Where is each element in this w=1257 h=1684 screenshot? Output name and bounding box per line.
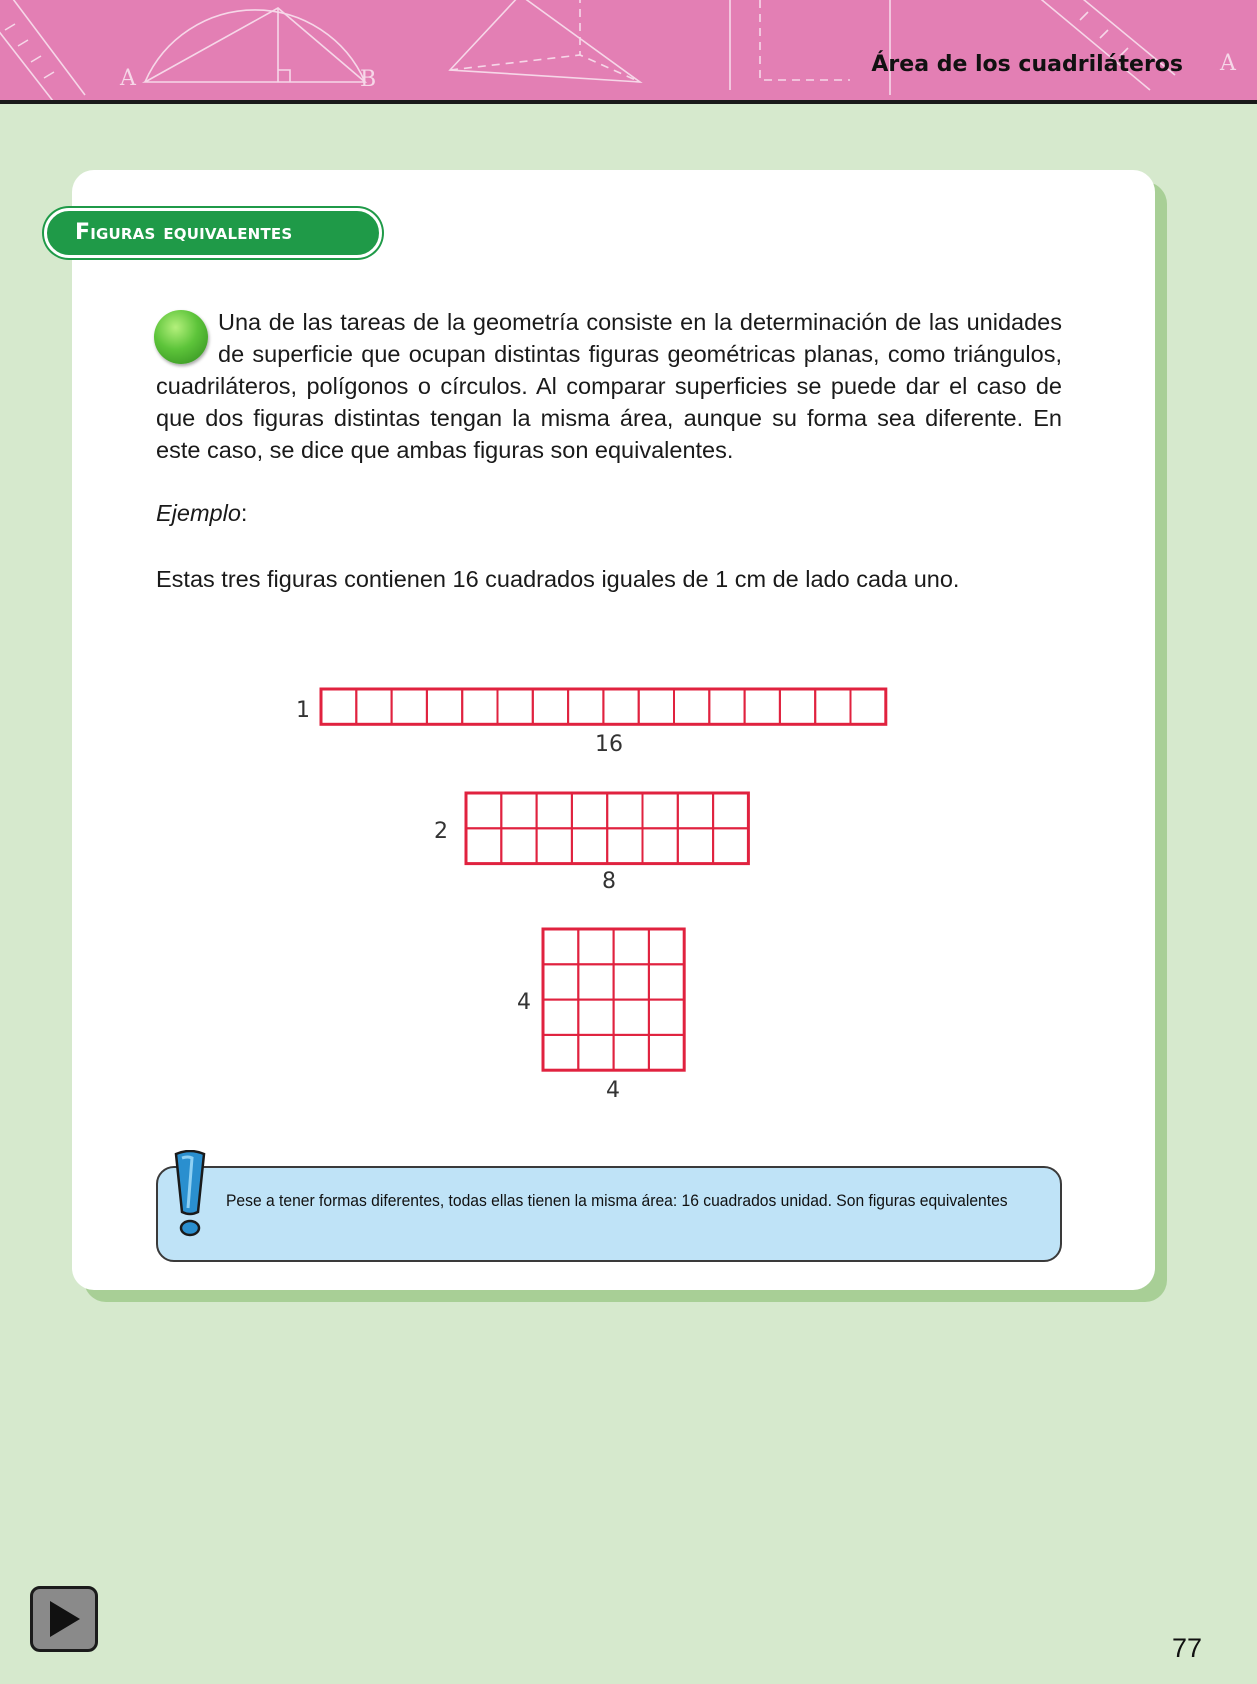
- svg-text:A: A: [120, 66, 136, 91]
- note-text: Pese a tener formas diferentes, todas ellas tienen la misma área: 16 cuadrados unidad. Son figuras equivalentes: [226, 1191, 1008, 1210]
- section-title: Figuras equivalentes: [44, 208, 382, 258]
- geometry-sketch-background: [0, 0, 1257, 100]
- intro-paragraph: Una de las tareas de la geometría consiste en la determinación de las unidades de superficie que ocupan distintas figuras geométricas planas, como triángulos, cuadriláteros, polígonos o círculos. Al comparar superficies se puede dar el caso de que dos figuras distintas tengan la misma área, aunque su forma sea diferente. En este caso, se dice que ambas figuras son equivalentes.: [156, 309, 1062, 463]
- height-label-4: 4: [517, 990, 531, 1015]
- svg-text:A: A: [1220, 51, 1236, 76]
- svg-text:B: B: [360, 67, 377, 92]
- chapter-title: Área de los cuadriláteros: [871, 52, 1183, 77]
- height-label-1: 1: [296, 698, 310, 723]
- height-label-2: 2: [434, 819, 448, 844]
- width-label-4: 4: [606, 1078, 620, 1103]
- page-header: [0, 0, 1257, 104]
- width-label-8: 8: [602, 869, 616, 894]
- example-label-text: Ejemplo: [156, 500, 241, 526]
- example-label-colon: :: [240, 500, 248, 526]
- exclamation-icon: [170, 1150, 210, 1240]
- play-icon: [33, 1589, 95, 1649]
- play-button[interactable]: [30, 1586, 98, 1652]
- width-label-16: 16: [595, 732, 623, 757]
- example-text: Estas tres figuras contienen 16 cuadrados iguales de 1 cm de lado cada uno.: [156, 566, 960, 592]
- note-box: [156, 1166, 1062, 1262]
- page-number: 77: [1172, 1633, 1203, 1663]
- example-label: [156, 500, 247, 527]
